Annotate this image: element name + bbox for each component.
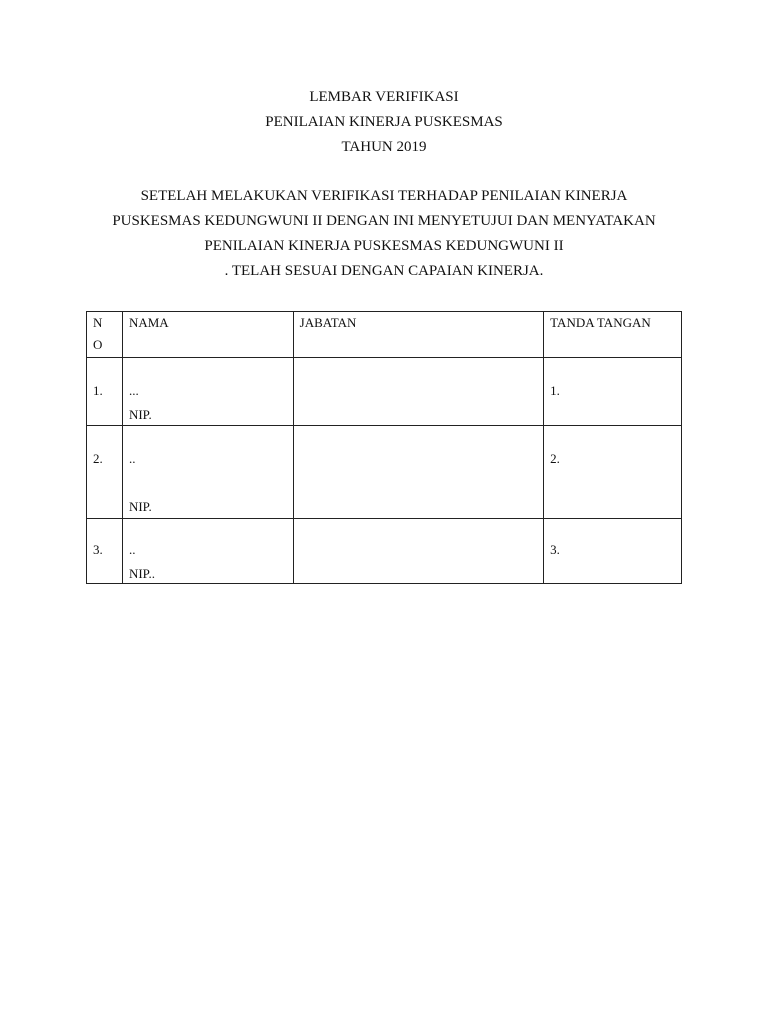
title-line-1: LEMBAR VERIFIKASI bbox=[309, 89, 459, 105]
row-number-cell bbox=[87, 358, 123, 426]
nama-dots: ... bbox=[128, 383, 139, 398]
nip-label: NIP. bbox=[128, 499, 152, 514]
header-no-part-1: N bbox=[93, 315, 103, 330]
header-nama: NAMA bbox=[122, 312, 293, 358]
header-jabatan: JABATAN bbox=[293, 312, 544, 358]
nama-cell bbox=[122, 426, 293, 519]
row-number: 3. bbox=[93, 542, 103, 557]
signature-number: 2. bbox=[550, 451, 560, 466]
row-number-cell bbox=[87, 426, 123, 519]
tanda-tangan-cell bbox=[544, 426, 682, 519]
nip-label: NIP. bbox=[128, 407, 152, 422]
statement-line-2: PUSKESMAS KEDUNGWUNI II DENGAN INI MENYETUJUI DAN MENYATAKAN bbox=[112, 213, 656, 229]
jabatan-cell bbox=[293, 426, 544, 519]
statement-line-4: . TELAH SESUAI DENGAN CAPAIAN KINERJA. bbox=[224, 263, 544, 279]
tanda-tangan-cell bbox=[544, 519, 682, 584]
verification-statement bbox=[0, 184, 768, 284]
title-line-3: TAHUN 2019 bbox=[341, 139, 427, 155]
nama-cell bbox=[122, 519, 293, 584]
nama-dots: .. bbox=[128, 451, 136, 466]
header-no bbox=[87, 312, 123, 358]
statement-line-1: SETELAH MELAKUKAN VERIFIKASI TERHADAP PENILAIAN KINERJA bbox=[140, 188, 628, 204]
table-row bbox=[87, 519, 682, 584]
jabatan-cell bbox=[293, 519, 544, 584]
tanda-tangan-cell bbox=[544, 358, 682, 426]
table-header-row bbox=[87, 312, 682, 358]
jabatan-cell bbox=[293, 358, 544, 426]
nip-label: NIP.. bbox=[128, 566, 155, 581]
signature-table bbox=[86, 311, 682, 584]
row-number: 2. bbox=[93, 451, 103, 466]
signature-number: 3. bbox=[550, 542, 560, 557]
title-line-2: PENILAIAN KINERJA PUSKESMAS bbox=[265, 114, 503, 130]
row-number: 1. bbox=[93, 383, 103, 398]
document-title bbox=[0, 85, 768, 160]
row-number-cell bbox=[87, 519, 123, 584]
nama-dots: .. bbox=[128, 542, 136, 557]
nama-cell bbox=[122, 358, 293, 426]
statement-line-3: PENILAIAN KINERJA PUSKESMAS KEDUNGWUNI II bbox=[204, 238, 564, 254]
table-row bbox=[87, 358, 682, 426]
table-row bbox=[87, 426, 682, 519]
signature-number: 1. bbox=[550, 383, 560, 398]
header-no-part-2: O bbox=[93, 337, 103, 352]
header-tanda-tangan: TANDA TANGAN bbox=[544, 312, 682, 358]
